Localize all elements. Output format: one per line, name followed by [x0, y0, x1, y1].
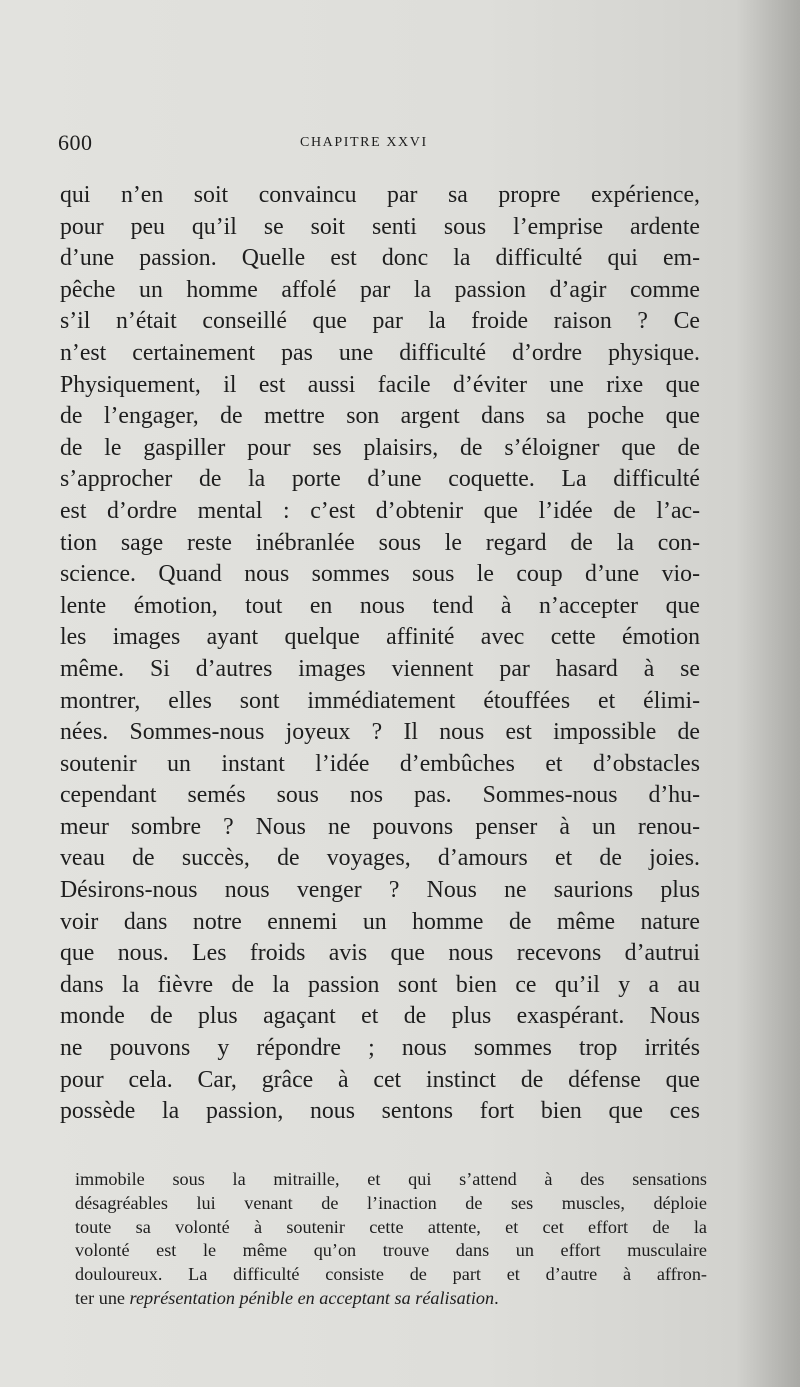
text-line: n’est certainement pas une difficulté d’ordre physique. — [60, 339, 700, 366]
text-line: est d’ordre mental : c’est d’obtenir que l’idée de l’ac- — [60, 497, 700, 524]
footnote-text: ter une — [75, 1287, 130, 1308]
text-line: de l’engager, de mettre son argent dans sa poche que — [60, 403, 700, 430]
text-line: que nous. Les froids avis que nous recevons d’autrui — [60, 940, 700, 967]
text-line: pour peu qu’il se soit senti sous l’emprise ardente — [60, 213, 700, 240]
text-line: science. Quand nous sommes sous le coup d’une vio- — [60, 561, 700, 588]
text-line: pêche un homme affolé par la passion d’agir comme — [60, 276, 700, 303]
footnote-line: douloureux. La difficulté consiste de part et d’autre à affron- — [75, 1264, 707, 1285]
text-line: monde de plus agaçant et de plus exaspérant. Nous — [60, 1003, 700, 1030]
text-line: les images ayant quelque affinité avec cette émotion — [60, 624, 700, 651]
text-line: tion sage reste inébranlée sous le regard de la con- — [60, 529, 700, 556]
text-line: même. Si d’autres images viennent par hasard à se — [60, 655, 700, 682]
text-line: voir dans notre ennemi un homme de même nature — [60, 908, 700, 935]
text-line: possède la passion, nous sentons fort bien que ces — [60, 1098, 700, 1125]
page-header — [58, 130, 698, 160]
text-line: qui n’en soit convaincu par sa propre expérience, — [60, 182, 700, 208]
text-line: lente émotion, tout en nous tend à n’accepter que — [60, 592, 700, 619]
text-line: cependant semés sous nos pas. Sommes-nous d’hu- — [60, 782, 700, 809]
footnote-line: immobile sous la mitraille, et qui s’attend à des sensations — [75, 1169, 707, 1189]
text-line: pour cela. Car, grâce à cet instinct de défense que — [60, 1066, 700, 1093]
page-number: 600 — [58, 130, 93, 155]
main-text — [60, 180, 700, 1128]
text-line: Désirons-nous nous venger ? Nous ne saurions plus — [60, 877, 700, 904]
footnote — [75, 1168, 707, 1311]
text-line: de le gaspiller pour ses plaisirs, de s’éloigner que de — [60, 434, 700, 461]
text-line: soutenir un instant l’idée d’embûches et d’obstacles — [60, 750, 700, 777]
footnote-line: désagréables lui venant de l’inaction de ses muscles, déploie — [75, 1192, 707, 1213]
footnote-text: . — [494, 1287, 499, 1308]
text-line: s’il n’était conseillé que par la froide raison ? Ce — [60, 308, 700, 335]
text-line: montrer, elles sont immédiatement étouffées et élimi- — [60, 687, 700, 714]
text-line: meur sombre ? Nous ne pouvons penser à un renou- — [60, 813, 700, 840]
footnote-last-line — [75, 1287, 707, 1311]
text-line: Physiquement, il est aussi facile d’éviter une rixe que — [60, 371, 700, 398]
footnote-line: toute sa volonté à soutenir cette attente, et cet effort de la — [75, 1216, 707, 1237]
text-line: veau de succès, de voyages, d’amours et de joies. — [60, 845, 700, 872]
footnote-italic-text: représentation pénible en acceptant sa réalisation — [129, 1287, 495, 1308]
footnote-line: volonté est le même qu’on trouve dans un effort musculaire — [75, 1240, 707, 1261]
text-line: nées. Sommes-nous joyeux ? Il nous est impossible de — [60, 719, 700, 746]
text-line: d’une passion. Quelle est donc la difficulté qui em- — [60, 245, 700, 272]
text-line: dans la fièvre de la passion sont bien ce qu’il y a au — [60, 971, 700, 998]
text-line: ne pouvons y répondre ; nous sommes trop irrités — [60, 1035, 700, 1062]
text-line: s’approcher de la porte d’une coquette. La difficulté — [60, 466, 700, 493]
running-head: CHAPITRE XXVI — [300, 135, 428, 150]
